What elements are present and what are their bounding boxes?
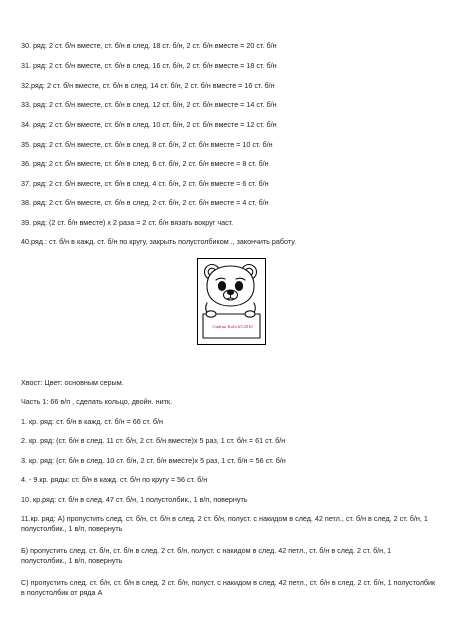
tail-row-1: 1. кр. ряд: ст. б/н в кажд. ст. б/н = 66 ст. б/н [21,417,163,426]
tail-row-2: 2. кр. ряд: (ст. б/н в след. 11 ст. б/н, 2 ст. б/н вместе)х 5 раз, 1 ст. б/н = 61 ст. б/н [21,436,286,445]
bear-logo [197,258,266,345]
tail-row-11-b: Б) пропустить след. ст. б/н, ст. б/н в след. 2 ст. б/н, полуст. с накидом в след. 42 петл., ст. б/н в след. 2 ст. б/н, 1 полустолбик., 1 в/п, повернуть [21,546,392,565]
row-30-text: 30. ряд: 2 ст. б/н вместе, ст. б/н в след. 18 ст. б/н, 2 ст. б/н вместе = 20 ст. б/н [21,41,277,50]
bear-drawing [198,259,265,344]
row-40-text: 40.ряд.: ст. б/н в кажд. ст. б/н по кругу, закрыть полустолбиком ., закончить работу. [21,237,297,246]
tail-rows-4-9: 4. - 9.кр. ряды: ст. б/н в кажд. ст. б/н по кругу = 56 ст. б/н [21,475,208,484]
tail-heading: Хвост: Цвет: основным серым. [21,378,124,387]
row-34-text: 34. ряд: 2 ст. б/н вместе, ст. б/н в след. 10 ст. б/н, 2 ст. б/н вместе = 12 ст. б/н [21,120,277,129]
row-35-text: 35. ряд: 2 ст. б/н вместе, ст. б/н в след. 8 ст. б/н, 2 ст. б/н вместе = 10 ст. б/н [21,140,273,149]
row-33-text: 33. ряд: 2 ст. б/н вместе, ст. б/н в след. 12 ст. б/н, 2 ст. б/н вместе = 14 ст. б/н [21,100,277,109]
row-37-text: 37. ряд: 2 ст. б/н вместе, ст. б/н в след. 4 ст. б/н, 2 ст. б/н вместе = 6 ст. б/н [21,179,269,188]
row-39-text: 39. ряд: (2 ст. б/н вместе) х 2 раза = 2 ст. б/н вязать вокруг част. [21,218,234,227]
row-38-text: 38. ряд: 2 ст. б/н вместе, ст. б/н в след. 2 ст. б/н, 2 ст. б/н вместе = 4 ст. б/н [21,198,269,207]
row-36-text: 36. ряд: 2 ст. б/н вместе, ст. б/н в след. 6 ст. б/н, 2 ст. б/н вместе = 8 ст. б/н [21,159,269,168]
row-32-text: 32.ряд: 2 ст. б/н вместе, ст. б/н в след. 14 ст. б/н, 2 ст. б/н вместе = 16 ст. б/н [21,81,275,90]
tail-row-10: 10. кр.ряд: ст. б/н в след. 47 ст. б/н, 1 полустолбик., 1 в/п, повернуть [21,495,248,504]
tail-row-11-c: С) пропустить след. ст. б/н, ст. б/н в след. 2 ст. б/н, полуст. с накидом в след. 42 петл., ст. б/н в след. 2 ст. б/н, 1 полустолбик в полустолбик от ряда А [21,578,436,597]
row-31-text: 31. ряд: 2 ст. б/н вместе, ст. б/н в след. 16 ст. б/н, 2 ст. б/н вместе = 18 ст. б/н [21,61,277,70]
tail-part-1: Часть 1: 66 в/п , сделать кольцо, двойн. нитк. [21,397,173,406]
logo-caption: Gudrun Kolich©2010 [212,324,253,329]
tail-row-3: 3. кр. ряд: (ст. б/н в след. 10 ст. б/н, 2 ст. б/н вместе)х 5 раз, 1 ст. б/н = 56 ст. б/н [21,456,286,465]
tail-row-11: 11.кр. ряд: А) пропустить след. ст. б/н, ст. б/н в след. 2 ст. б/н, полуст. с накидом в след. 42 петл., ст. б/н в след. 2 ст. б/н, 1 полустолбик., 1 в/п, повернуть [21,514,428,533]
